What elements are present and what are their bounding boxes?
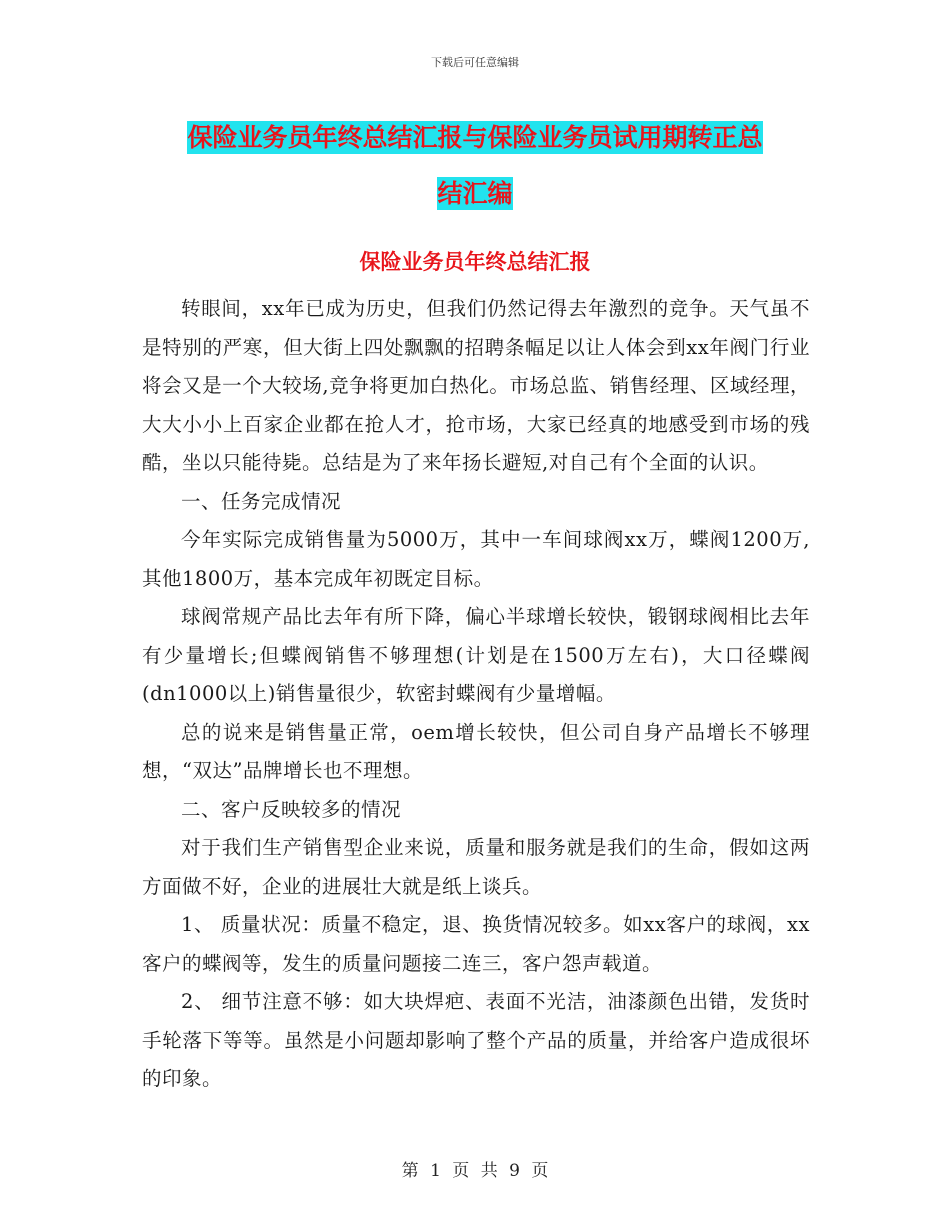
paragraph-sales-volume: 今年实际完成销售量为5000万，其中一车间球阀xx万，蝶阀1200万,其他1800万，基本完成年初既定目标。 <box>142 528 810 590</box>
header-note: 下载后可任意编辑 <box>431 56 519 69</box>
document-title <box>130 110 820 222</box>
heading-customer-feedback: 二、客户反映较多的情况 <box>181 797 402 821</box>
section-title: 保险业务员年终总结汇报 <box>359 250 591 274</box>
heading-task-completion: 一、任务完成情况 <box>181 489 342 513</box>
paragraph-quality-service: 对于我们生产销售型企业来说，质量和服务就是我们的生命，假如这两方面做不好，企业的进展壮大就是纸上谈兵。 <box>142 836 810 898</box>
paragraph-ball-valve: 球阀常规产品比去年有所下降，偏心半球增长较快，锻钢球阀相比去年有少量增长;但蝶阀销售不够理想(计划是在1500万左右)，大口径蝶阀(dn1000以上)销售量很少，软密封蝶阀有少量增幅。 <box>142 605 810 705</box>
body-text <box>142 290 810 1099</box>
paragraph-intro: 转眼间，xx年已成为历史，但我们仍然记得去年激烈的竞争。天气虽不是特别的严寒，但大街上四处飘飘的招聘条幅足以让人体会到xx年阀门行业将会又是一个大较场,竞争将更加白热化。市场总监、销售经理、区域经理，大大小小上百家企业都在抢人才，抢市场，大家已经真的地感受到市场的残酷，坐以只能待毙。总结是为了来年扬长避短,对自己有个全面的认识。 <box>142 297 810 474</box>
document-title-line-2: 结汇编 <box>437 179 513 208</box>
document-title-line-1: 保险业务员年终总结汇报与保险业务员试用期转正总 <box>187 123 763 152</box>
paragraph-quality-status: 1、 质量状况：质量不稳定，退、换货情况较多。如xx客户的球阀，xx客户的蝶阀等，发生的质量问题接二连三，客户怨声载道。 <box>142 913 810 975</box>
paragraph-details: 2、 细节注意不够：如大块焊疤、表面不光洁，油漆颜色出错，发货时手轮落下等等。虽然是小问题却影响了整个产品的质量，并给客户造成很坏的印象。 <box>142 990 810 1090</box>
paragraph-summary: 总的说来是销售量正常，oem增长较快，但公司自身产品增长不够理想，“双达”品牌增长也不理想。 <box>142 720 810 782</box>
page-footer: 第 1 页 共 9 页 <box>401 1161 549 1181</box>
